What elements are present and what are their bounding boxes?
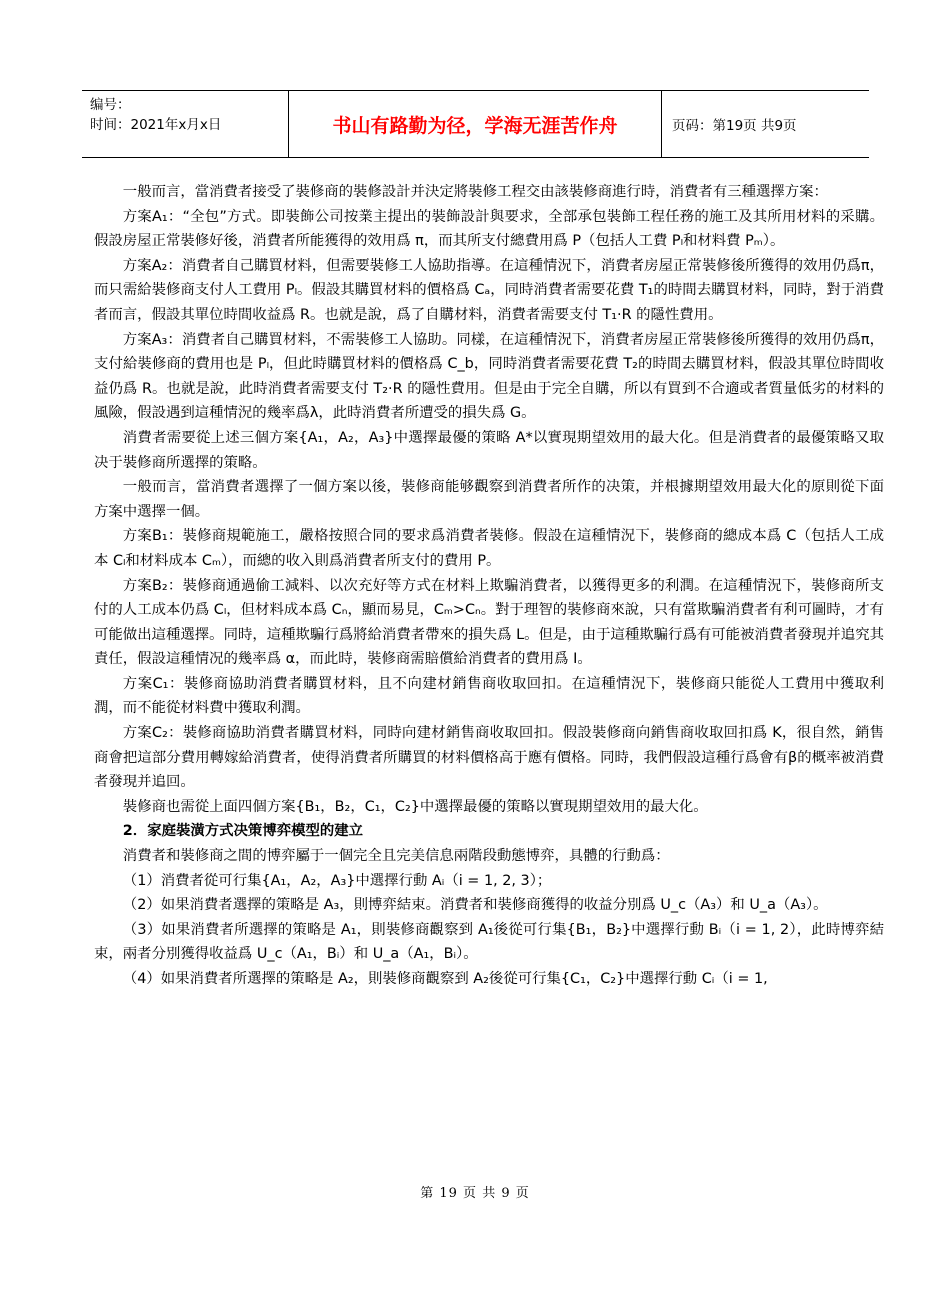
section-heading — [94, 819, 884, 844]
header-page-label: 页码：第19页 共9页 — [662, 91, 870, 158]
paragraph: 一般而言，當消費者接受了裝修商的裝修設計并決定將裝修工程交由該裝修商進行時，消費者有三種選擇方案： — [122, 184, 828, 200]
document-body — [94, 180, 884, 992]
page-header — [82, 90, 869, 158]
paragraph: 方案A₁：“全包”方式。即裝飾公司按業主提出的裝飾設計與要求，全部承包裝飾工程任務的施工及其所用材料的采購。假設房屋正常裝修好後，消費者所能獲得的效用爲 π，而其所支付總費用爲 P（包括人工費 Pₗ和材料費 Pₘ）。 — [94, 208, 884, 250]
paragraph: 方案A₃：消費者自己購買材料，不需裝修工人協助。同樣，在這種情況下，消費者房屋正常裝修後所獲得的效用仍爲π，支付給裝修商的費用也是 Pₗ，但此時購買材料的價格爲 C_b，同時消費者需要花費 T₂的時間去購買材料，假設其單位時間收益仍爲 R。也就是說，此時消費者需要支付 T₂·R 的隱性費用。但是由于完全自購，所以有買到不合適或者質量低劣的材料的風險，假設遇到這種情況的幾率爲λ，此時消費者所遭受的損失爲 G。 — [94, 331, 884, 422]
paragraph: （2）如果消費者選擇的策略是 A₃，則博弈結束。消費者和裝修商獲得的收益分別爲 U_c（A₃）和 U_a（A₃）。 — [122, 897, 828, 914]
paragraph: 方案B₁：裝修商規範施工，嚴格按照合同的要求爲消費者裝修。假設在這種情況下，裝修商的總成本爲 C（包括人工成本 Cₗ和材料成本 Cₘ），而總的收入則爲消費者所支付的費用 P。 — [94, 528, 884, 569]
header-meta — [82, 91, 289, 158]
section-heading-text: 2．家庭裝潢方式决策博弈模型的建立 — [122, 823, 364, 840]
time-label: 时间：2021年x月x日 — [90, 117, 222, 133]
paragraph: 裝修商也需從上面四個方案{B₁，B₂，C₁，C₂}中選擇最優的策略以實現期望效用的最大化。 — [122, 798, 708, 815]
paragraph: 方案C₂：裝修商協助消費者購買材料，同時向建材銷售商收取回扣。假設裝修商向銷售商收取回扣爲 K，很自然，銷售商會把這部分費用轉嫁給消費者，使得消費者所購買的材料價格高于應有價格。同時，我們假設這種行爲會有β的概率被消費者發現并追回。 — [94, 725, 884, 791]
paragraph: （4）如果消費者所選擇的策略是 A₂，則裝修商觀察到 A₂後從可行集{C₁，C₂}中選擇行動 Cᵢ（i = 1, — [122, 971, 768, 987]
page-footer: 第 19 页 共 9 页 — [420, 1186, 530, 1201]
header-motto: 书山有路勤为径，学海无涯苦作舟 — [289, 91, 662, 158]
paragraph: （1）消費者從可行集{A₁，A₂，A₃}中選擇行動 Aᵢ（i = 1, 2, 3）； — [122, 872, 552, 889]
paragraph: 消費者和裝修商之間的博弈屬于一個完全且完美信息兩階段動態博弈，具體的行動爲： — [122, 848, 670, 865]
paragraph: 一般而言，當消費者選擇了一個方案以後，裝修商能够觀察到消費者所作的决策，并根據期望效用最大化的原則從下面方案中選擇一個。 — [94, 479, 884, 520]
code-label: 编号： — [90, 97, 131, 113]
paragraph: 消費者需要從上述三個方案{A₁，A₂，A₃}中選擇最優的策略 A*以實現期望效用的最大化。但是消費者的最優策略又取决于裝修商所選擇的策略。 — [94, 429, 884, 471]
paragraph: （3）如果消費者所選擇的策略是 A₁，則裝修商觀察到 A₁後從可行集{B₁，B₂}中選擇行動 Bᵢ（i = 1, 2），此時博弈結束，兩者分別獲得收益爲 U_c（A₁，Bᵢ）和 U_a（A₁，Bᵢ）。 — [94, 921, 884, 963]
paragraph: 方案C₁：裝修商協助消費者購買材料，且不向建材銷售商收取回扣。在這種情況下，裝修商只能從人工費用中獲取利潤，而不能從材料費中獲取利潤。 — [94, 675, 884, 717]
paragraph: 方案A₂：消費者自己購買材料，但需要裝修工人協助指導。在這種情況下，消費者房屋正常裝修後所獲得的效用仍爲π，而只需給裝修商支付人工費用 Pₗ。假設其購買材料的價格爲 Cₐ，同時消費者需要花費 T₁的時間去購買材料，同時，對于消費者而言，假設其單位時間收益爲 R。也就是說，爲了自購材料，消費者需要支付 T₁·R 的隱性費用。 — [94, 257, 884, 323]
paragraph: 方案B₂：裝修商通過偷工減料、以次充好等方式在材料上欺騙消費者，以獲得更多的利潤。在這種情況下，裝修商所支付的人工成本仍爲 Cₗ，但材料成本爲 Cₙ，顯而易見，Cₘ>Cₙ。對于理智的裝修商來說，只有當欺騙消費者有利可圖時，才有可能做出這種選擇。同時，這種欺騙行爲將給消費者帶來的損失爲 L。但是，由于這種欺騙行爲有可能被消費者發現并追究其責任，假設這種情况的幾率爲 α，而此時，裝修商需賠償給消費者的費用爲 I。 — [94, 577, 884, 668]
